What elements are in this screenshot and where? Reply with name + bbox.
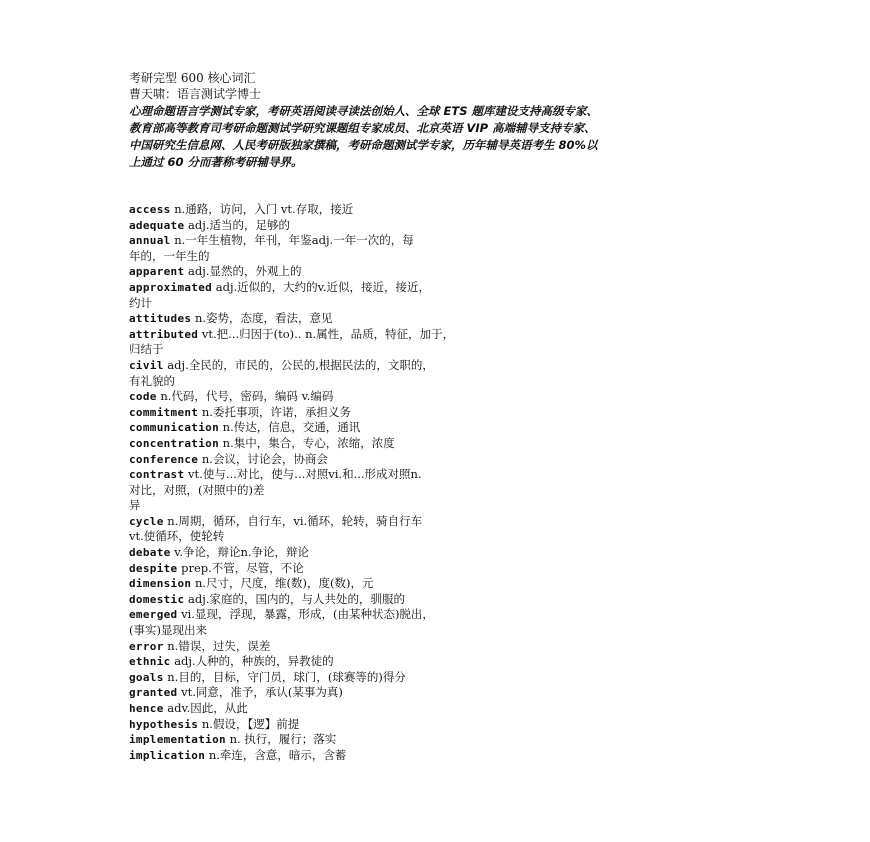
vocab-definition: 约计: [129, 295, 152, 310]
vocab-definition: vt.使与...对比，使与...对照vi.和...形成对照n.: [188, 467, 422, 482]
vocab-definition: (事实)显现出来: [129, 623, 207, 638]
vocab-entry-line: [129, 233, 759, 249]
vocab-entry-line: [129, 249, 759, 265]
vocab-definition: v.争论，辩论n.争论，辩论: [174, 545, 310, 560]
vocab-definition: vi.显现，浮现，暴露，形成，(由某种状态)脱出，: [181, 607, 434, 622]
vocab-definition: vt.同意，准予，承认(某事为真): [181, 685, 343, 700]
vocab-definition: vt.把...归因于(to).. n.属性，品质，特征，加于，: [201, 326, 455, 341]
vocab-definition: vt.使循环，使轮转: [129, 529, 225, 544]
vocab-entry-line: [129, 467, 759, 483]
vocab-entry: [129, 670, 759, 686]
vocab-entry: [129, 639, 759, 655]
vocab-entry-line: [129, 576, 759, 592]
vocab-definition: n.通路，访问，入门 vt.存取，接近: [174, 202, 354, 216]
vocab-entry: [129, 701, 759, 717]
vocab-word: granted: [129, 686, 178, 700]
vocab-entry: [129, 358, 759, 389]
vocab-definition: n.一年生植物，年刊，年鉴adj.一年一次的，每: [174, 233, 414, 248]
vocab-word: debate: [129, 546, 171, 560]
vocab-entry: [129, 233, 759, 264]
vocab-word: ethnic: [129, 655, 171, 669]
vocab-entry-line: [129, 514, 759, 530]
vocab-definition: n.尺寸，尺度，维(数)，度(数)，元: [194, 576, 374, 591]
vocab-definition: adj.家庭的，国内的，与人共处的，驯服的: [188, 591, 405, 606]
vocab-entry: [129, 592, 759, 608]
vocab-entry-line: [129, 327, 759, 343]
vocab-word: error: [129, 639, 164, 653]
vocab-definition: adj.人种的，种族的，异教徒的: [174, 654, 334, 669]
vocab-entry-line: [129, 296, 759, 312]
vocab-entry: [129, 389, 759, 405]
vocab-word: dimension: [129, 577, 192, 591]
vocab-definition: n.牵连，含意，暗示，含蓄: [208, 747, 347, 762]
vocab-definition: 有礼貌的: [129, 373, 175, 388]
vocab-entry-line: [129, 405, 759, 421]
vocab-word: cycle: [129, 514, 164, 528]
vocab-entry-line: [129, 498, 759, 514]
vocab-word: attitudes: [129, 312, 192, 326]
vocab-entry-line: [129, 389, 759, 405]
vocab-entry: [129, 452, 759, 468]
vocab-entry-line: [129, 280, 759, 296]
vocab-definition: adj.近似的，大约的v.近似，接近，接近，: [215, 279, 430, 294]
vocab-entry: [129, 405, 759, 421]
vocab-word: code: [129, 390, 157, 404]
vocab-entry-line: [129, 592, 759, 608]
vocab-entry-line: [129, 639, 759, 655]
vocab-word: adequate: [129, 218, 185, 232]
vocab-entry: [129, 607, 759, 638]
vocabulary-list: [129, 202, 759, 763]
vocab-entry-line: [129, 717, 759, 733]
vocab-entry-line: [129, 607, 759, 623]
vocab-definition: n.代码，代号，密码，编码 v.编码: [160, 389, 334, 404]
vocab-entry-line: [129, 748, 759, 764]
vocab-entry: [129, 202, 759, 218]
vocab-word: emerged: [129, 608, 178, 622]
vocab-word: implementation: [129, 733, 226, 747]
vocab-word: attributed: [129, 327, 199, 341]
vocab-entry-line: [129, 623, 759, 639]
vocab-entry: [129, 467, 759, 514]
vocab-word: access: [129, 203, 171, 216]
vocab-entry: [129, 420, 759, 436]
vocab-word: hence: [129, 702, 164, 715]
vocab-definition: n.会议，讨论会，协商会: [201, 451, 328, 466]
vocab-word: annual: [129, 234, 171, 248]
vocab-word: commitment: [129, 405, 199, 419]
vocab-entry-line: [129, 358, 759, 374]
vocab-definition: 对比，对照，(对照中的)差: [129, 482, 265, 497]
vocab-entry: [129, 748, 759, 764]
vocab-entry: [129, 732, 759, 748]
vocab-entry-line: [129, 701, 759, 717]
vocab-word: concentration: [129, 436, 219, 450]
vocab-entry: [129, 280, 759, 311]
vocab-entry-line: [129, 545, 759, 561]
vocab-entry-line: [129, 685, 759, 701]
vocab-definition: n.委托事项，许诺，承担义务: [201, 404, 351, 419]
vocab-entry: [129, 685, 759, 701]
vocab-definition: adj.适当的，足够的: [188, 217, 290, 232]
vocab-definition: adj.全民的，市民的，公民的,根据民法的，文职的，: [167, 357, 434, 372]
bio-line: 教育部高等教育司考研命题测试学研究课题组专家成员、北京英语 VIP 高端辅导支持专家、: [129, 121, 596, 135]
vocab-entry: [129, 218, 759, 234]
vocab-entry-line: [129, 436, 759, 452]
vocab-entry-line: [129, 529, 759, 545]
vocab-entry: [129, 576, 759, 592]
vocab-entry-line: [129, 452, 759, 468]
vocab-entry-line: [129, 311, 759, 327]
vocab-definition: n.集中，集合，专心，浓缩，浓度: [222, 435, 395, 450]
vocab-word: goals: [129, 670, 164, 684]
bio-line: 中国研究生信息网、人民考研版独家撰稿，考研命题测试学专家，历年辅导英语考生 80%以: [129, 138, 598, 152]
vocab-word: contrast: [129, 468, 185, 482]
vocab-entry: [129, 311, 759, 327]
vocab-word: conference: [129, 452, 199, 466]
vocab-entry: [129, 545, 759, 561]
vocab-entry-line: [129, 218, 759, 234]
vocab-entry: [129, 717, 759, 733]
vocab-entry: [129, 561, 759, 577]
vocab-entry-line: [129, 732, 759, 748]
vocab-definition: 年的，一年生的: [129, 248, 210, 263]
vocab-word: implication: [129, 748, 206, 762]
vocab-definition: n.错误，过失，误差: [167, 638, 271, 653]
author-line: 曹天啸：语言测试学博士: [129, 87, 262, 101]
vocab-word: civil: [129, 358, 164, 372]
vocab-entry: [129, 514, 759, 545]
vocab-definition: prep.不管，尽管，不论: [181, 560, 304, 575]
vocab-entry-line: [129, 342, 759, 358]
vocab-definition: n.传达，信息，交通，通讯: [222, 420, 361, 435]
vocab-word: despite: [129, 561, 178, 575]
vocab-entry-line: [129, 561, 759, 577]
vocab-entry-line: [129, 202, 759, 218]
author-bio: [129, 103, 749, 171]
bio-line: 上通过 60 分而著称考研辅导界。: [129, 155, 303, 169]
vocab-entry-line: [129, 670, 759, 686]
vocab-definition: adv.因此，从此: [167, 701, 248, 715]
vocab-word: apparent: [129, 265, 185, 279]
vocab-definition: 归结于: [129, 342, 164, 357]
vocab-entry-line: [129, 264, 759, 280]
vocab-word: approximated: [129, 280, 213, 294]
document-page: [129, 70, 759, 763]
vocab-entry: [129, 654, 759, 670]
vocab-definition: n.假设，【逻】前提: [201, 716, 300, 731]
vocab-entry-line: [129, 420, 759, 436]
vocab-definition: n.姿势，态度，看法，意见: [194, 311, 333, 326]
vocab-word: communication: [129, 421, 219, 435]
vocab-word: domestic: [129, 592, 185, 606]
vocab-definition: 异: [129, 498, 141, 513]
vocab-word: hypothesis: [129, 717, 199, 731]
bio-line: 心理命题语言学测试专家，考研英语阅读寻读法创始人、全球 ETS 题库建设支持高级专家、: [129, 104, 598, 118]
vocab-definition: adj.显然的，外观上的: [188, 264, 302, 279]
vocab-definition: n. 执行，履行；落实: [229, 732, 337, 747]
document-title: 考研完型 600 核心词汇: [129, 71, 256, 85]
vocab-entry: [129, 327, 759, 358]
vocab-entry: [129, 436, 759, 452]
vocab-definition: n.周期，循环，自行车，vi.循环，轮转，骑自行车: [167, 513, 423, 528]
vocab-entry-line: [129, 483, 759, 499]
vocab-entry-line: [129, 374, 759, 390]
vocab-entry: [129, 264, 759, 280]
vocab-definition: n.目的，目标，守门员，球门，(球赛等的)得分: [167, 669, 406, 684]
vocab-entry-line: [129, 654, 759, 670]
